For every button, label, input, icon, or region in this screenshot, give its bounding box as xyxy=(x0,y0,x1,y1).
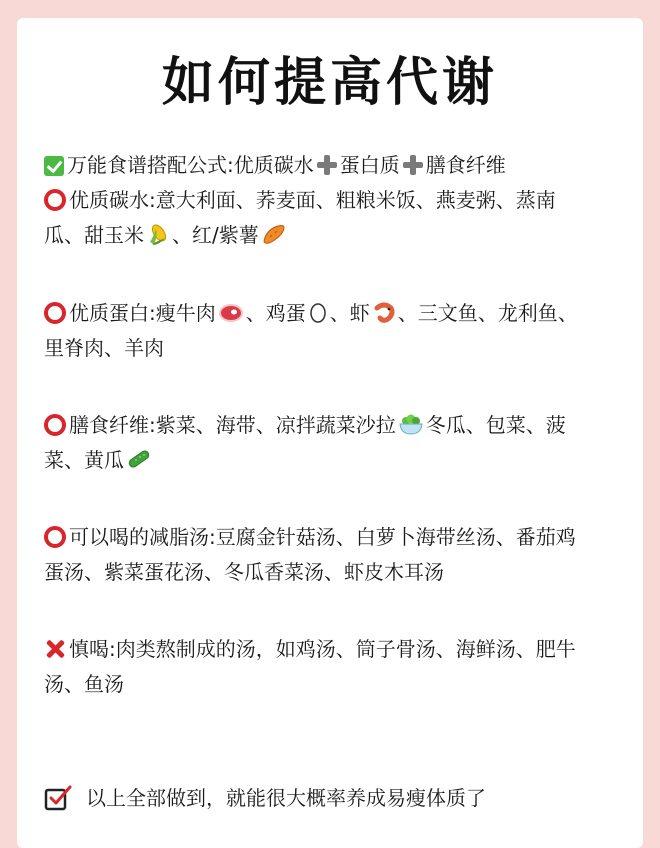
protein-text-1c: 、虾 xyxy=(329,301,370,325)
protein-text-1b: 、鸡蛋 xyxy=(245,301,306,325)
carbs-line-2 xyxy=(44,218,624,253)
protein-text-1d: 、三文鱼、龙利鱼、 xyxy=(397,301,578,325)
red-circle-icon xyxy=(44,302,66,324)
protein-text-2: 里脊肉、羊肉 xyxy=(44,336,164,360)
red-circle-icon xyxy=(44,189,66,211)
fiber-text-1a: 膳食纤维:紫菜、海带、凉拌蔬菜沙拉 xyxy=(69,413,396,437)
plus-icon xyxy=(402,154,424,176)
soups-text-1: 可以喝的减脂汤:豆腐金针菇汤、白萝卜海带丝汤、番茄鸡 xyxy=(69,525,576,549)
carbs-text-2b: 、红/紫薯 xyxy=(172,223,259,247)
red-cross-icon xyxy=(44,638,66,660)
avoid-section xyxy=(44,632,624,702)
avoid-line-1 xyxy=(44,632,624,667)
formula-text-b: 蛋白质 xyxy=(339,153,400,177)
shrimp-icon xyxy=(372,300,396,324)
footer-text: 以上全部做到，就能很大概率养成易瘦体质了 xyxy=(86,786,486,810)
red-circle-icon xyxy=(44,526,66,548)
avoid-line-2 xyxy=(44,667,624,702)
article-body xyxy=(44,148,624,744)
check-mark-icon xyxy=(44,156,64,176)
protein-section xyxy=(44,296,624,366)
salad-icon xyxy=(398,412,424,436)
protein-text-1a: 优质蛋白:瘦牛肉 xyxy=(69,301,216,325)
cucumber-icon xyxy=(126,447,152,471)
avoid-text-1: 慎喝:肉类熬制成的汤，如鸡汤、筒子骨汤、海鲜汤、肥牛 xyxy=(69,637,576,661)
fiber-section xyxy=(44,408,624,478)
protein-line-1 xyxy=(44,296,624,331)
fiber-text-1b: 冬瓜、包菜、菠 xyxy=(425,413,566,437)
red-circle-icon xyxy=(44,414,66,436)
corn-icon xyxy=(146,222,170,246)
footer-line xyxy=(44,782,486,811)
soups-section xyxy=(44,520,624,590)
soups-line-2 xyxy=(44,555,624,590)
formula-line xyxy=(44,148,624,183)
carbs-line-1 xyxy=(44,183,624,218)
soups-text-2: 蛋汤、紫菜蛋花汤、冬瓜香菜汤、虾皮木耳汤 xyxy=(44,560,444,584)
meat-icon xyxy=(218,300,244,324)
protein-line-2 xyxy=(44,331,624,366)
formula-text-a: 万能食谱搭配公式:优质碳水 xyxy=(67,153,314,177)
avoid-text-2: 汤、鱼汤 xyxy=(44,672,124,696)
formula-text-c: 膳食纤维 xyxy=(425,153,506,177)
checkbox-icon xyxy=(44,785,72,811)
fiber-line-2 xyxy=(44,443,624,478)
fiber-line-1 xyxy=(44,408,624,443)
plus-icon xyxy=(316,154,338,176)
page-title: 如何提高代谢 xyxy=(161,53,498,113)
sweet-potato-icon xyxy=(261,222,287,246)
carbs-text-2a: 瓜、甜玉米 xyxy=(44,223,144,247)
egg-icon xyxy=(308,300,328,324)
carbs-text-1: 优质碳水:意大利面、荞麦面、粗粮米饭、燕麦粥、蒸南 xyxy=(69,188,556,212)
fiber-text-2a: 菜、黄瓜 xyxy=(44,448,124,472)
soups-line-1 xyxy=(44,520,624,555)
formula-section xyxy=(44,148,624,253)
